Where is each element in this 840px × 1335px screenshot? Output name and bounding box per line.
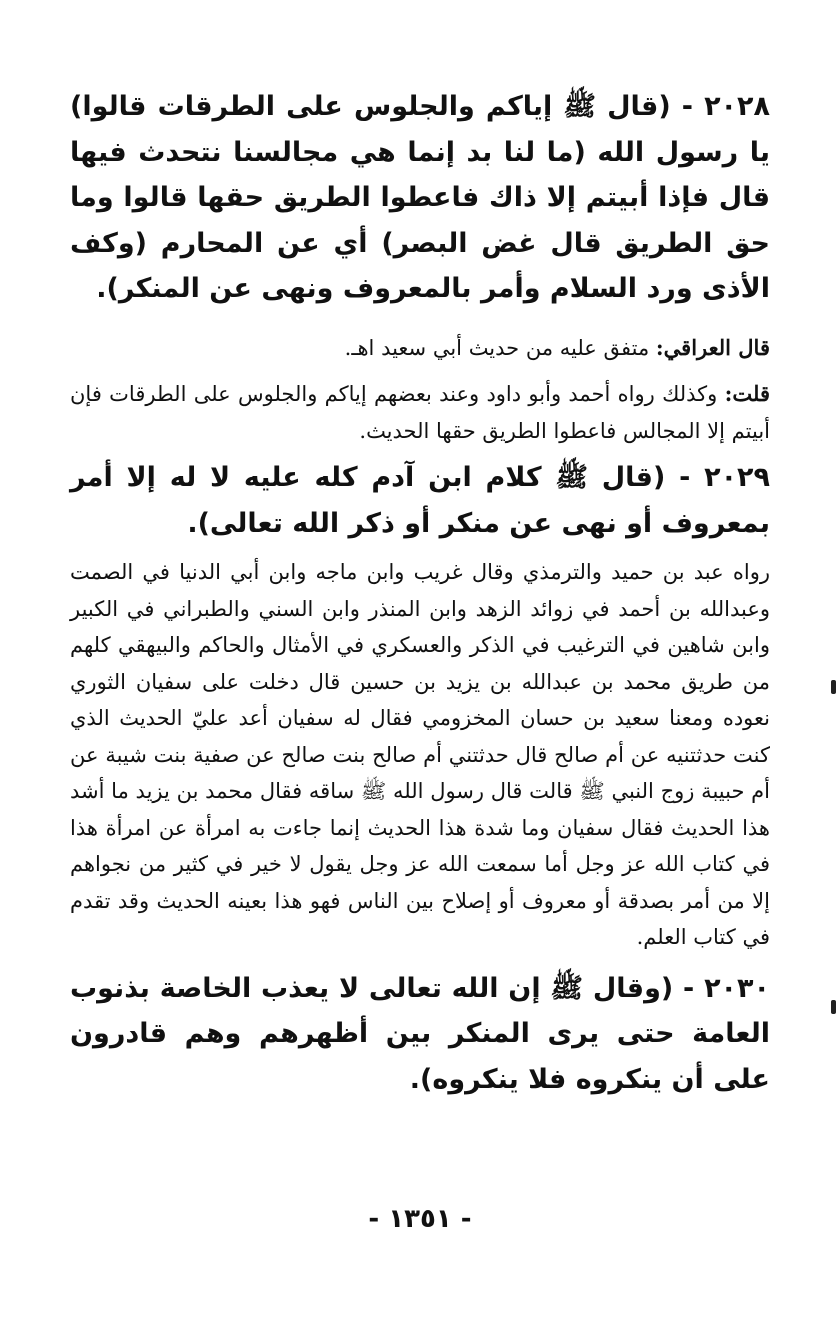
- commentary-text: رواه عبد بن حميد والترمذي وقال غريب وابن ماجه وابن أبي الدنيا في الصمت وعبدالله بن أحمد في زوائد الزهد وابن المنذر وابن السني والطبراني في الكبير وابن شاهين في الترغيب في الذكر والعسكري في الأمثال والحاكم والبيهقي كلهم من طريق محمد بن عبدالله بن يزيد بن حسين قال دخلت على سفيان الثوري نعوده ومعنا سعيد بن حسان المخزومي فقال له سفيان أعد عليّ الحديث الذي كنت حدثتنيه عن أم صالح قال حدثتني أم صالح بنت صالح عن صفية بنت شيبة عن أم حبيبة زوج النبي ﷺ قالت قال رسول الله ﷺ ساقه فقال محمد بن يزيد ما أشد هذا الحديث فقال سفيان وما شدة هذا الحديث إنما جاءت به امرأة عن امرأة هذا في كتاب الله عز وجل أما سمعت الله عز وجل يقول لا خير في كثير من نجواهم إلا من أمر بصدقة أو معروف أو إصلاح بين الناس فهو هذا بعينه الحديث وقد تقدم في كتاب العلم.: [70, 560, 770, 949]
- hadith-number: ٢٠٣٠ -: [683, 972, 770, 1004]
- page-number: - ١٣٥١ -: [368, 1204, 472, 1234]
- commentary-label: قال العراقي:: [655, 334, 770, 360]
- commentary-text: وكذلك رواه أحمد وأبو داود وعند بعضهم إياكم والجلوس على الطرقات فإن أبيتم إلا المجالس فاعطوا الطريق حقها الحديث.: [70, 382, 770, 443]
- hadith-number: ٢٠٢٩ -: [679, 462, 771, 493]
- page-body: [70, 84, 770, 1102]
- scan-edge-mark: [831, 1000, 836, 1014]
- commentary-qultu: [70, 376, 770, 449]
- hadith-text: (وقال ﷺ إن الله تعالى لا يعذب الخاصة بذنوب العامة حتى يرى المنكر بين أظهرهم وهم قادرون على أن ينكروه فلا ينكروه).: [70, 972, 770, 1095]
- hadith-2028: [70, 84, 770, 312]
- commentary-label: قلت:: [724, 381, 770, 406]
- scan-edge-mark: [831, 680, 836, 694]
- commentary-2029: [70, 554, 770, 956]
- commentary-iraqi: [70, 330, 770, 367]
- commentary-text: متفق عليه من حديث أبي سعيد اهـ.: [344, 335, 656, 360]
- hadith-number: ٢٠٢٨ -: [681, 91, 770, 122]
- hadith-text: (قال ﷺ كلام ابن آدم كله عليه لا له إلا أمر بمعروف أو نهى عن منكر أو ذكر الله تعالى).: [70, 462, 770, 539]
- hadith-text: (قال ﷺ إياكم والجلوس على الطرقات قالوا) يا رسول الله (ما لنا بد إنما هي مجالسنا نتحدث فيها قال فإذا أبيتم إلا ذاك فاعطوا الطريق حقها قالوا وما حق الطريق قال غض البصر) أي عن المحارم (وكف الأذى ورد السلام وأمر بالمعروف ونهى عن المنكر).: [70, 91, 770, 304]
- hadith-2029: [70, 455, 770, 546]
- hadith-2030: [70, 966, 770, 1103]
